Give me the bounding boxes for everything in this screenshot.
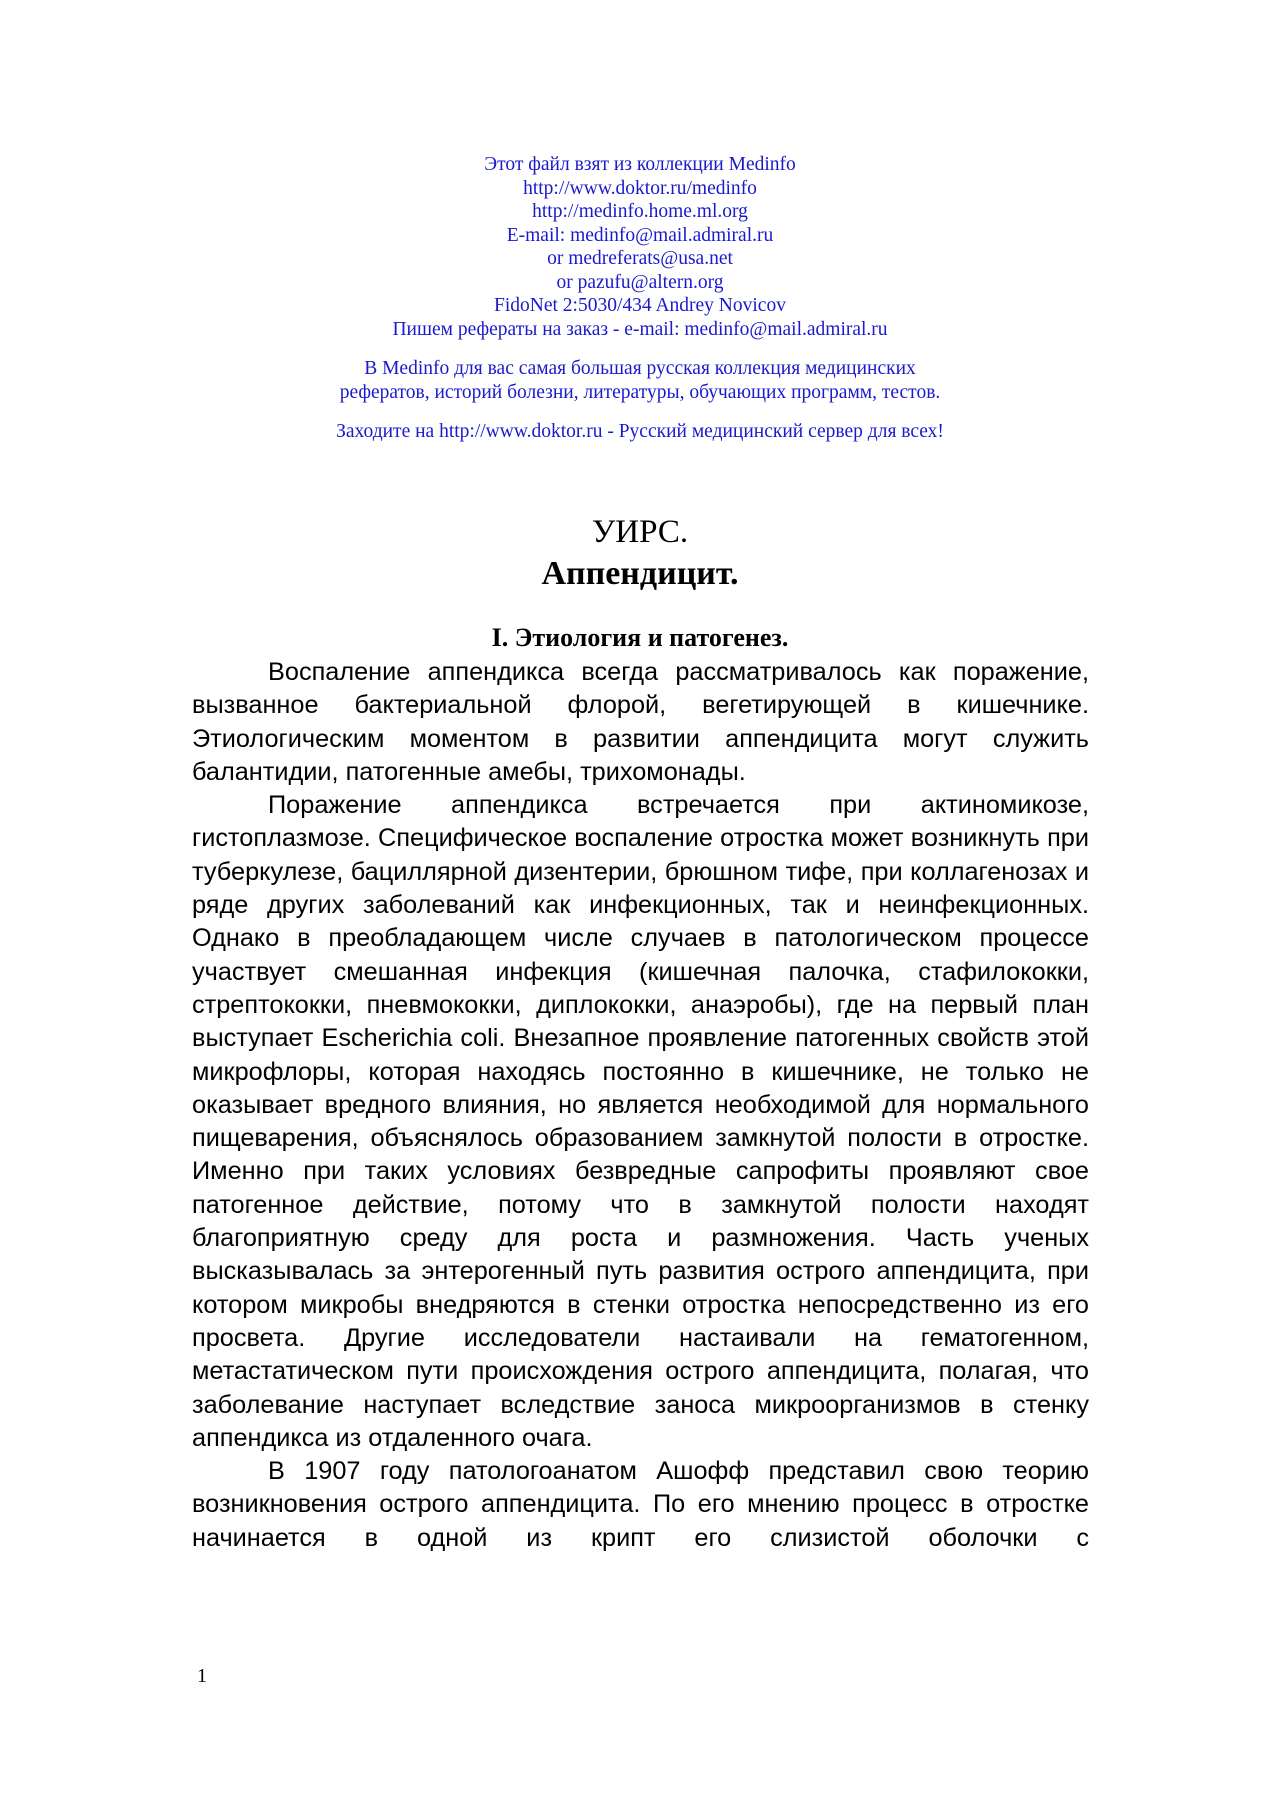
document-label: УИРС. — [591, 514, 689, 550]
collection-header — [190, 153, 1090, 444]
header-email[interactable]: or pazufu@altern.org — [556, 271, 724, 293]
header-spacer — [190, 341, 1090, 357]
header-visit-line: Заходите на http://www.doktor.ru - Русский медицинский сервер для всех! — [336, 421, 944, 442]
header-link[interactable]: http://medinfo.home.ml.org — [532, 201, 748, 222]
paragraph: В 1907 году патологоанатом Ашофф представил свою теорию возникновения острого аппендицита. По его мнению процесс в отростке начинается в одной из крипт его слизистой оболочки с — [192, 1457, 1089, 1552]
header-email[interactable]: E-mail: medinfo@mail.admiral.ru — [506, 224, 774, 246]
header-line: Пишем рефераты на заказ - e-mail: medinfo@mail.admiral.ru — [392, 318, 888, 340]
header-email[interactable]: or medreferats@usa.net — [547, 248, 733, 269]
paragraph: Воспаление аппендикса всегда рассматривалось как поражение, вызванное бактериальной флорой, вегетирующей в кишечнике. Этиологическим моментом в развитии аппендицита могут служить балантидии, патогенные амебы, трихомонады. — [192, 658, 1089, 786]
header-link[interactable]: http://www.doktor.ru/medinfo — [523, 177, 757, 199]
header-line: В Medinfo для вас самая большая русская коллекция медицинских — [364, 358, 916, 379]
body-text — [192, 656, 1089, 1555]
page-number: 1 — [197, 1665, 207, 1687]
paragraph: Поражение аппендикса встречается при актиномикозе, гистоплазмозе. Специфическое воспаление отростка может возникнуть при туберкулезе, бациллярной дизентерии, брюшном тифе, при коллагенозах и ряде других заболеваний как инфекционных, так и неинфекционных. Однако в преобладающем числе случаев в патологическом процессе участвует смешанная инфекция (кишечная палочка, стафилококки, стрептококки, пневмококки, диплококки, анаэробы), где на первый план выступает Escherichia coli. Внезапное проявление патогенных свойств этой микрофлоры, которая находясь постоянно в кишечнике, не только не оказывает вредного влияния, но является необходимой для нормального пищеварения, объяснялось образованием замкнутой полости в отростке. Именно при таких условиях безвредные сапрофиты проявляют свое патогенное действие, потому что в замкнутой полости находят благоприятную среду для роста и размножения. Часть ученых высказывалась за энтерогенный путь развития острого аппендицита, при котором микробы внедряются в стенки отростка непосредственно из его просвета. Другие исследователи настаивали на гематогенном, метастатическом пути происхождения острого аппендицита, полагая, что заболевание наступает вследствие заноса микроорганизмов в стенку аппендикса из отдаленного очага. — [192, 791, 1089, 1452]
document-title: Аппендицит. — [541, 555, 739, 592]
section-heading: I. Этиология и патогенез. — [491, 623, 789, 652]
header-line: FidoNet 2:5030/434 Andrey Novicov — [494, 295, 786, 316]
header-spacer — [190, 404, 1090, 420]
header-line: рефератов, историй болезни, литературы, обучающих программ, тестов. — [339, 381, 941, 403]
header-line: Этот файл взят из коллекции Medinfo — [484, 154, 796, 175]
